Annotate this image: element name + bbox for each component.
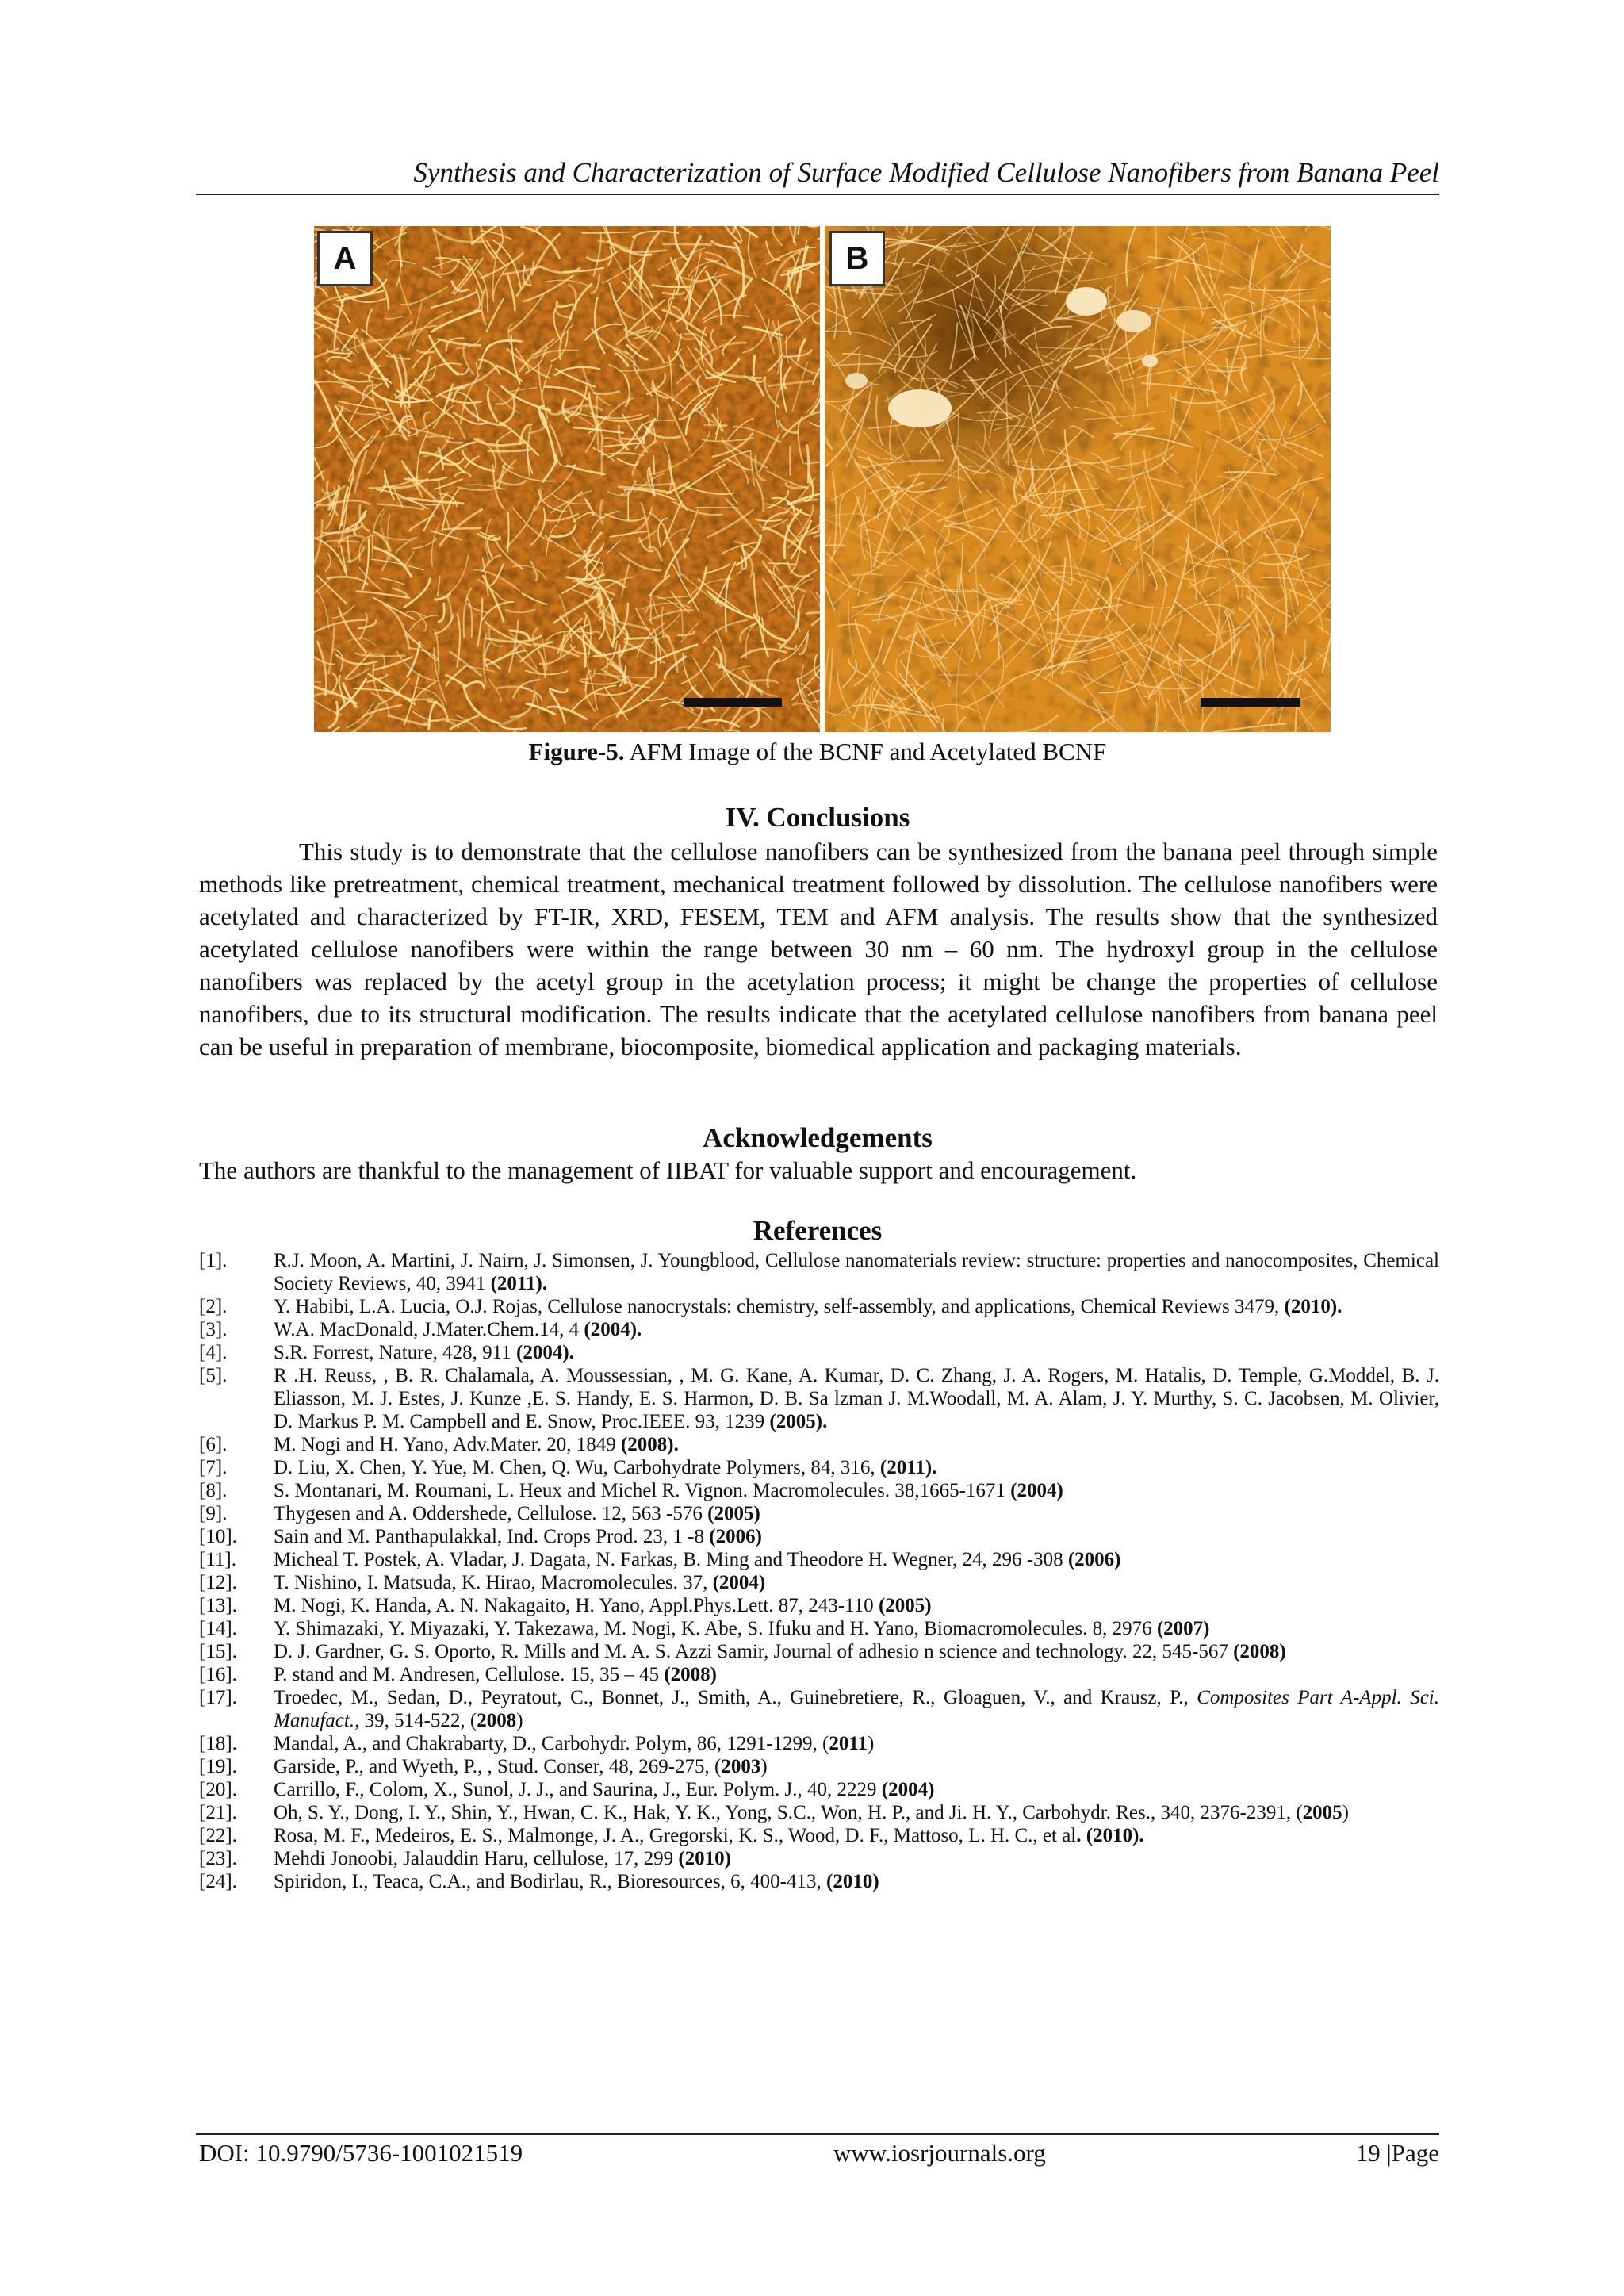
- reference-text: Mandal, A., and Chakrabarty, D., Carbohydr. Polym, 86, 1291-1299, (2011): [274, 1733, 875, 1754]
- reference-number: [6].: [199, 1434, 228, 1455]
- acknowledgements-paragraph: The authors are thankful to the management of IIBAT for valuable support and encouragement.: [199, 1156, 1137, 1184]
- reference-number: [3].: [199, 1319, 228, 1340]
- reference-item: [199, 1479, 1439, 1502]
- running-header: Synthesis and Characterization of Surface Modified Cellulose Nanofibers from Banana Peel: [413, 157, 1439, 188]
- reference-number: [21].: [199, 1802, 237, 1823]
- reference-text: D. Liu, X. Chen, Y. Yue, M. Chen, Q. Wu, Carbohydrate Polymers, 84, 316, (2011).: [274, 1457, 937, 1478]
- reference-text: P. stand and M. Andresen, Cellulose. 15, 35 – 45 (2008): [274, 1664, 717, 1685]
- reference-item: [199, 1686, 1439, 1732]
- afm-fiber: [653, 456, 654, 474]
- afm-fiber: [663, 244, 710, 245]
- reference-item: [199, 1433, 1439, 1456]
- footer-rule: [196, 2133, 1439, 2135]
- reference-number: [18].: [199, 1733, 237, 1754]
- references-heading: References: [753, 1215, 883, 1246]
- reference-number: [10].: [199, 1526, 237, 1547]
- figure-caption-label: Figure-5.: [528, 738, 625, 765]
- reference-number: [19].: [199, 1756, 237, 1777]
- header-rule: [196, 194, 1439, 195]
- reference-number: [2].: [199, 1296, 228, 1317]
- reference-number: [16].: [199, 1664, 237, 1685]
- reference-item: [199, 1456, 1439, 1479]
- reference-number: [7].: [199, 1457, 228, 1478]
- figure-caption-text: AFM Image of the BCNF and Acetylated BCNF: [624, 738, 1107, 765]
- reference-item: [199, 1824, 1439, 1847]
- conclusions-paragraph: This study is to demonstrate that the cellulose nanofibers can be synthesized from the banana peel through simple methods like pretreatment, chemical treatment, mechanical treatment followed by dissolution. The cellulose nanofibers were acetylated and characterized by FT-IR, XRD, FESEM, TEM and AFM analysis. The results show that the synthesized acetylated cellulose nanofibers were within the range between 30 nm – 60 nm. The hydroxyl group in the cellulose nanofibers was replaced by the acetyl group in the acetylation process; it might be change the properties of cellulose nanofibers, due to its structural modification. The results indicate that the acetylated cellulose nanofibers from banana peel can be useful in preparation of membrane, biocomposite, biomedical application and packaging materials.: [199, 838, 1438, 1060]
- panel-label-a: A: [317, 231, 373, 286]
- reference-item: [199, 1640, 1439, 1663]
- reference-text: Oh, S. Y., Dong, I. Y., Shin, Y., Hwan, C. K., Hak, Y. K., Yong, S.C., Won, H. P., and Ji. H. Y., Carbohydr. Res., 340, 2376-2391, (2005): [274, 1802, 1349, 1823]
- reference-item: [199, 1548, 1439, 1571]
- reference-text: M. Nogi, K. Handa, A. N. Nakagaito, H. Yano, Appl.Phys.Lett. 87, 243-110 (2005): [274, 1595, 932, 1616]
- reference-text: Garside, P., and Wyeth, P., , Stud. Conser, 48, 269-275, (2003): [274, 1756, 768, 1777]
- reference-number: [9].: [199, 1503, 228, 1524]
- scale-bar-b: [1201, 698, 1300, 707]
- reference-item: [199, 1847, 1439, 1870]
- reference-item: [199, 1870, 1439, 1893]
- reference-item: [199, 1778, 1439, 1801]
- figure-caption: [196, 736, 1439, 768]
- reference-number: [20].: [199, 1779, 237, 1800]
- reference-item: [199, 1295, 1439, 1318]
- reference-number: [22].: [199, 1825, 237, 1846]
- afm-fiber: [427, 436, 444, 437]
- reference-text: T. Nishino, I. Matsuda, K. Hirao, Macromolecules. 37, (2004): [274, 1572, 766, 1593]
- reference-text: W.A. MacDonald, J.Mater.Chem.14, 4 (2004).: [274, 1319, 642, 1340]
- reference-number: [12].: [199, 1572, 237, 1593]
- reference-text: Thygesen and A. Oddershede, Cellulose. 12, 563 -576 (2005): [274, 1503, 760, 1524]
- reference-text: Troedec, M., Sedan, D., Peyratout, C., Bonnet, J., Smith, A., Guinebretiere, R., Gloaguen, V., and Krausz, P., Composites Part A-Appl. Sci. Manufact., 39, 514-522, (2008): [274, 1687, 1439, 1731]
- reference-item: [199, 1249, 1439, 1295]
- reference-number: [11].: [199, 1549, 236, 1570]
- footer-page-number: 19 |Page: [1355, 2139, 1439, 2167]
- reference-text: Mehdi Jonoobi, Jalauddin Haru, cellulose, 17, 299 (2010): [274, 1848, 731, 1869]
- reference-number: [8].: [199, 1480, 228, 1501]
- reference-text: S.R. Forrest, Nature, 428, 911 (2004).: [274, 1342, 574, 1363]
- reference-text: Micheal T. Postek, A. Vladar, J. Dagata, N. Farkas, B. Ming and Theodore H. Wegner, 24, 296 -308 (2006): [274, 1549, 1121, 1570]
- reference-text: Sain and M. Panthapulakkal, Ind. Crops Prod. 23, 1 -8 (2006): [274, 1526, 762, 1547]
- reference-text: Y. Habibi, L.A. Lucia, O.J. Rojas, Cellulose nanocrystals: chemistry, self-assembly, and applications, Chemical Reviews 3479, (2010).: [274, 1296, 1342, 1317]
- reference-text: Spiridon, I., Teaca, C.A., and Bodirlau, R., Bioresources, 6, 400-413, (2010): [274, 1871, 879, 1892]
- reference-item: [199, 1502, 1439, 1525]
- reference-number: [14].: [199, 1618, 237, 1639]
- reference-text: R.J. Moon, A. Martini, J. Nairn, J. Simonsen, J. Youngblood, Cellulose nanomaterials review: structure: properties and nanocomposites, Chemical Society Reviews, 40, 3941 (2011).: [274, 1250, 1439, 1294]
- panel-label-b: B: [829, 231, 885, 286]
- reference-item: [199, 1755, 1439, 1778]
- reference-item: [199, 1341, 1439, 1364]
- reference-item: [199, 1663, 1439, 1686]
- footer-website: www.iosrjournals.org: [833, 2139, 1046, 2167]
- reference-number: [5].: [199, 1365, 228, 1386]
- reference-item: [199, 1801, 1439, 1824]
- reference-number: [13].: [199, 1595, 237, 1616]
- reference-item: [199, 1732, 1439, 1755]
- reference-item: [199, 1525, 1439, 1548]
- reference-item: [199, 1617, 1439, 1640]
- footer-doi: DOI: 10.9790/5736-1001021519: [199, 2139, 523, 2167]
- afm-fiber: [442, 528, 481, 530]
- reference-text: M. Nogi and H. Yano, Adv.Mater. 20, 1849 (2008).: [274, 1434, 679, 1455]
- reference-text: Rosa, M. F., Medeiros, E. S., Malmonge, J. A., Gregorski, K. S., Wood, D. F., Mattoso, L. H. C., et al. (2010).: [274, 1825, 1144, 1846]
- reference-text: R .H. Reuss, , B. R. Chalamala, A. Moussessian, , M. G. Kane, A. Kumar, D. C. Zhang, J. A. Rogers, M. Hatalis, D. Temple, G.Moddel, B. J. Eliasson, M. J. Estes, J. Kunze ,E. S. Handy, E. S. Harmon, D. B. Sa lzman J. M.Woodall, M. A. Alam, J. Y. Murthy, S. C. Jacobsen, M. Olivier, D. Markus P. M. Campbell and E. Snow, Proc.IEEE. 93, 1239 (2005).: [274, 1365, 1439, 1432]
- afm-image-acetylated-bcnf: [825, 226, 1331, 732]
- reference-text: D. J. Gardner, G. S. Oporto, R. Mills and M. A. S. Azzi Samir, Journal of adhesio n science and technology. 22, 545-567 (2008): [274, 1641, 1286, 1662]
- afm-fiber: [809, 226, 820, 227]
- reference-number: [15].: [199, 1641, 237, 1662]
- reference-item: [199, 1594, 1439, 1617]
- reference-item: [199, 1364, 1439, 1433]
- reference-number: [23].: [199, 1848, 237, 1869]
- acknowledgements-heading: Acknowledgements: [703, 1122, 933, 1153]
- reference-number: [4].: [199, 1342, 228, 1363]
- reference-item: [199, 1571, 1439, 1594]
- conclusions-heading: IV. Conclusions: [725, 802, 910, 833]
- afm-figure: [314, 226, 1331, 732]
- afm-image-bcnf: [314, 226, 820, 732]
- reference-number: [17].: [199, 1687, 237, 1708]
- reference-number: [24].: [199, 1871, 237, 1892]
- reference-list: [199, 1249, 1439, 1893]
- reference-text: Y. Shimazaki, Y. Miyazaki, Y. Takezawa, M. Nogi, K. Abe, S. Ifuku and H. Yano, Biomacromolecules. 8, 2976 (2007): [274, 1618, 1210, 1639]
- reference-item: [199, 1318, 1439, 1341]
- reference-text: S. Montanari, M. Roumani, L. Heux and Michel R. Vignon. Macromolecules. 38,1665-1671 (2004): [274, 1480, 1063, 1501]
- scale-bar-a: [684, 698, 782, 707]
- reference-number: [1].: [199, 1250, 228, 1271]
- reference-text: Carrillo, F., Colom, X., Sunol, J. J., and Saurina, J., Eur. Polym. J., 40, 2229 (2004): [274, 1779, 935, 1800]
